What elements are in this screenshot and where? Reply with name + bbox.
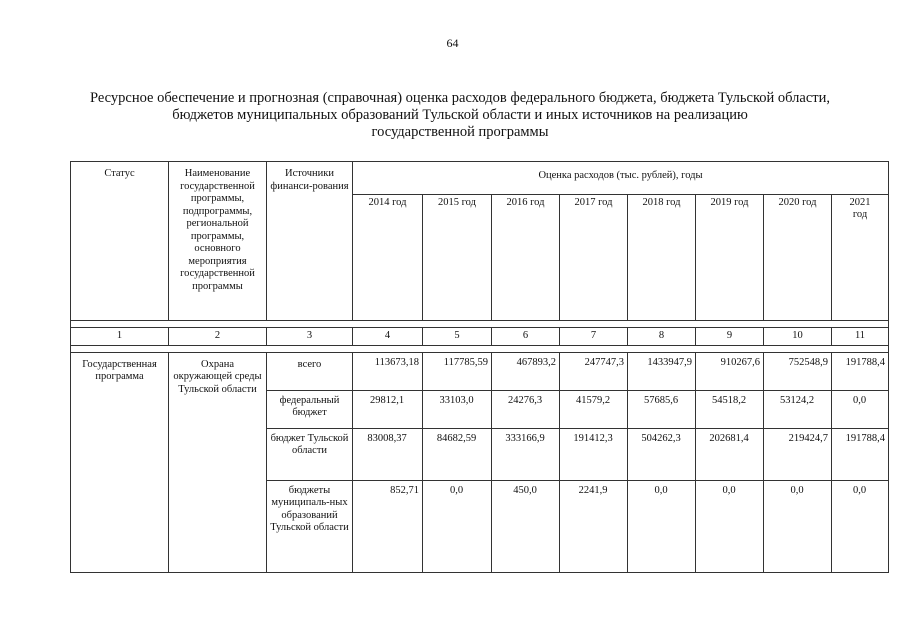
source-cell: федеральный бюджет: [267, 390, 353, 428]
column-number: 8: [628, 328, 696, 346]
header-estimate: Оценка расходов (тыс. рублей), годы: [353, 162, 889, 195]
value-cell: 2241,9: [560, 480, 628, 572]
value-cell: 57685,6: [628, 390, 696, 428]
value-cell: 83008,37: [353, 428, 423, 480]
header-year-2017: 2017 год: [560, 194, 628, 320]
value-cell: 1433947,9: [628, 352, 696, 390]
header-year-2018: 2018 год: [628, 194, 696, 320]
header-sources: Источники финанси-рования: [267, 162, 353, 321]
header-year-2020: 2020 год: [764, 194, 832, 320]
column-number: 6: [492, 328, 560, 346]
source-cell: бюджет Тульской области: [267, 428, 353, 480]
value-cell: 0,0: [423, 480, 492, 572]
value-cell: 191788,4: [832, 352, 889, 390]
column-number: 3: [267, 328, 353, 346]
value-cell: 0,0: [628, 480, 696, 572]
budget-table: [70, 161, 889, 573]
value-cell: 0,0: [764, 480, 832, 572]
program-name: Охрана окружающей среды Тульской области: [169, 352, 267, 572]
column-number-row: [71, 328, 889, 346]
header-year-2014: 2014 год: [353, 194, 423, 320]
value-cell: 852,71: [353, 480, 423, 572]
table-row: [71, 352, 889, 390]
value-cell: 29812,1: [353, 390, 423, 428]
value-cell: 0,0: [696, 480, 764, 572]
column-number: 2: [169, 328, 267, 346]
column-number: 11: [832, 328, 889, 346]
value-cell: 117785,59: [423, 352, 492, 390]
title-line-1: Ресурсное обеспечение и прогнозная (справочная) оценка расходов федерального бюджета, бюджета Тульской области,: [90, 90, 830, 106]
value-cell: 247747,3: [560, 352, 628, 390]
header-year-2016: 2016 год: [492, 194, 560, 320]
header-year-2021: 2021 год: [832, 194, 889, 320]
page-number: 64: [446, 36, 459, 50]
title-line-3: государственной программы: [371, 124, 549, 140]
column-number: 10: [764, 328, 832, 346]
value-cell: 0,0: [832, 480, 889, 572]
document-title: [40, 90, 880, 141]
header-year-2019: 2019 год: [696, 194, 764, 320]
column-number: 5: [423, 328, 492, 346]
value-cell: 191788,4: [832, 428, 889, 480]
source-cell: всего: [267, 352, 353, 390]
value-cell: 219424,7: [764, 428, 832, 480]
value-cell: 191412,3: [560, 428, 628, 480]
value-cell: 504262,3: [628, 428, 696, 480]
column-number: 4: [353, 328, 423, 346]
value-cell: 333166,9: [492, 428, 560, 480]
header-status: Статус: [71, 162, 169, 321]
value-cell: 467893,2: [492, 352, 560, 390]
column-number: 1: [71, 328, 169, 346]
program-status: Государственная программа: [71, 352, 169, 572]
title-line-2: бюджетов муниципальных образований Тульской области и иных источников на реализацию: [172, 107, 748, 123]
column-number: 7: [560, 328, 628, 346]
header-name: Наименование государственной программы, подпрограммы, региональной программы, основного мероприятия государственной программы: [169, 162, 267, 321]
source-cell: бюджеты муниципаль-ных образований Тульской области: [267, 480, 353, 572]
value-cell: 84682,59: [423, 428, 492, 480]
value-cell: 910267,6: [696, 352, 764, 390]
value-cell: 450,0: [492, 480, 560, 572]
value-cell: 54518,2: [696, 390, 764, 428]
value-cell: 0,0: [832, 390, 889, 428]
value-cell: 113673,18: [353, 352, 423, 390]
value-cell: 33103,0: [423, 390, 492, 428]
value-cell: 752548,9: [764, 352, 832, 390]
value-cell: 41579,2: [560, 390, 628, 428]
column-number: 9: [696, 328, 764, 346]
header-year-2015: 2015 год: [423, 194, 492, 320]
value-cell: 24276,3: [492, 390, 560, 428]
value-cell: 202681,4: [696, 428, 764, 480]
value-cell: 53124,2: [764, 390, 832, 428]
